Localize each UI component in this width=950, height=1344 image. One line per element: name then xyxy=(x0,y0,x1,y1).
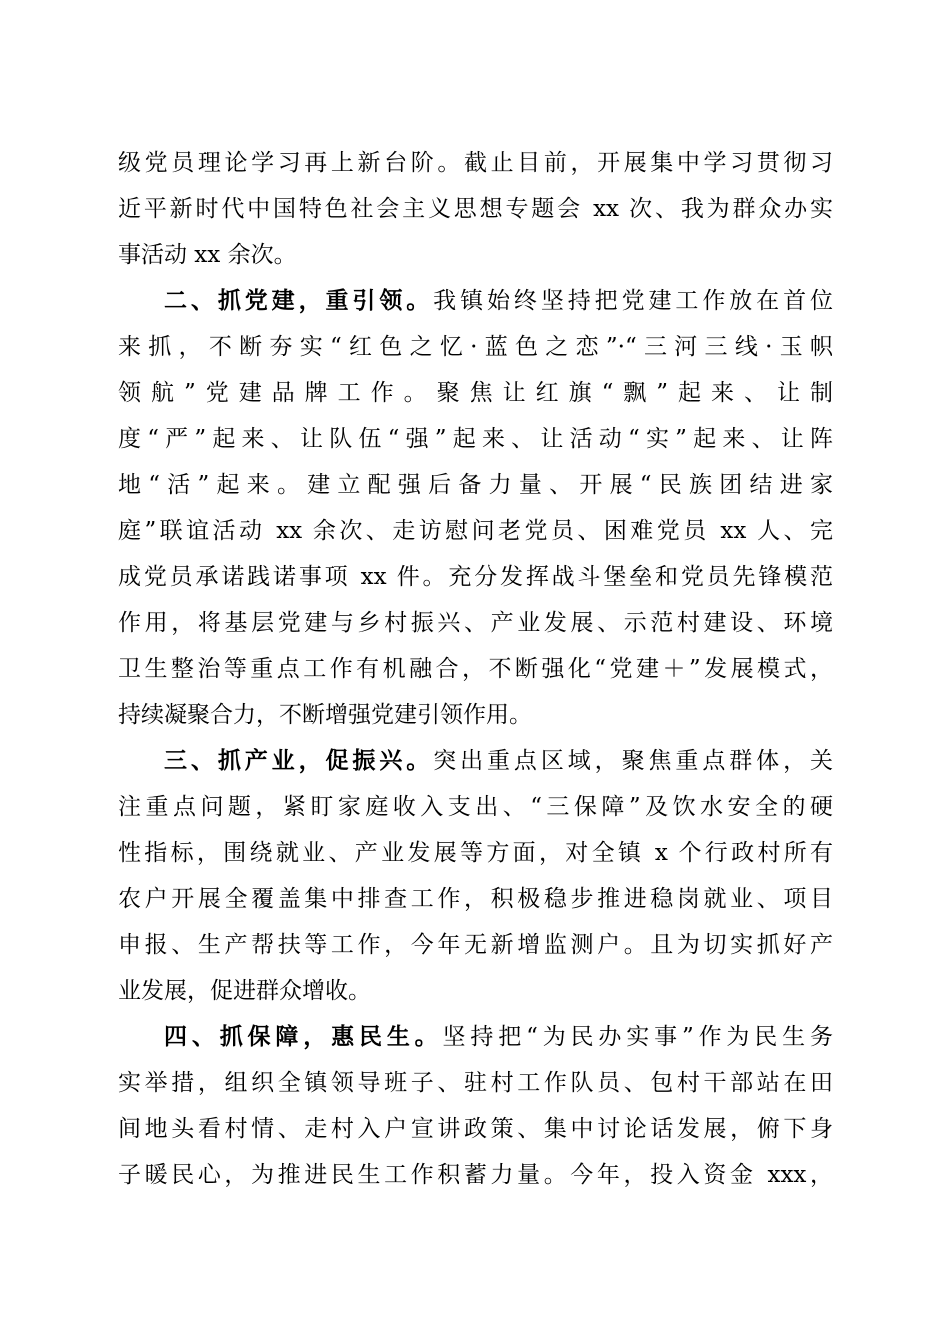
text-line: 实举措，组织全镇领导班子、驻村工作队员、包村干部站在田 xyxy=(118,1070,833,1096)
text-line: 间地头看村情、走村入户宣讲政策、集中讨论话发展，俯下身 xyxy=(118,1116,833,1142)
text-line: 庭”联谊活动 xx 余次、走访慰问老党员、困难党员 xx 人、完 xyxy=(118,518,833,544)
text-line: 申报、生产帮扶等工作，今年无新增监测户。且为切实抓好产 xyxy=(118,932,833,958)
text-line: 持续凝聚合力，不断增强党建引领作用。 xyxy=(118,702,532,728)
text-line: 作用，将基层党建与乡村振兴、产业发展、示范村建设、环境 xyxy=(118,610,833,636)
text-line: 级党员理论学习再上新台阶。截止目前，开展集中学习贯彻习 xyxy=(118,150,833,176)
text-line: 性指标，围绕就业、产业发展等方面，对全镇 x 个行政村所有 xyxy=(118,840,833,866)
text-line: 事活动 xx 余次。 xyxy=(118,242,297,268)
section-heading: 三、抓产业，促振兴。 xyxy=(164,747,434,774)
text-run: 坚持把“为民办实事”作为民生务 xyxy=(442,1024,833,1050)
text-line: 领航”党建品牌工作。聚焦让红旗“飘”起来、让制 xyxy=(118,380,833,406)
text-line: 注重点问题，紧盯家庭收入支出、“三保障”及饮水安全的硬 xyxy=(118,794,833,820)
text-run: 我镇始终坚持把党建工作放在首位 xyxy=(433,288,834,314)
text-line: 来抓，不断夯实“红色之忆·蓝色之恋”·“三河三线·玉帜 xyxy=(118,334,833,360)
section-heading: 四、抓保障，惠民生。 xyxy=(164,1023,443,1050)
paragraph-first-line xyxy=(164,281,833,321)
text-line: 地“活”起来。建立配强后备力量、开展“民族团结进家 xyxy=(118,472,833,498)
text-line: 近平新时代中国特色社会主义思想专题会 xx 次、我为群众办实 xyxy=(118,196,833,222)
text-line: 度“严”起来、让队伍“强”起来、让活动“实”起来、让阵 xyxy=(118,426,833,452)
text-line: 业发展，促进群众增收。 xyxy=(118,978,371,1004)
text-line: 卫生整治等重点工作有机融合，不断强化“党建＋”发展模式， xyxy=(118,656,833,682)
paragraph-first-line xyxy=(164,1017,833,1057)
text-line: 农户开展全覆盖集中排查工作，积极稳步推进稳岗就业、项目 xyxy=(118,886,833,912)
section-heading: 二、抓党建，重引领。 xyxy=(164,287,434,314)
text-line: 子暖民心，为推进民生工作积蓄力量。今年，投入资金 xxx， xyxy=(118,1162,833,1188)
text-line: 成党员承诺践诺事项 xx 件。充分发挥战斗堡垒和党员先锋模范 xyxy=(118,564,833,590)
text-run: 突出重点区域，聚焦重点群体，关 xyxy=(433,748,834,774)
paragraph-first-line xyxy=(164,741,833,781)
